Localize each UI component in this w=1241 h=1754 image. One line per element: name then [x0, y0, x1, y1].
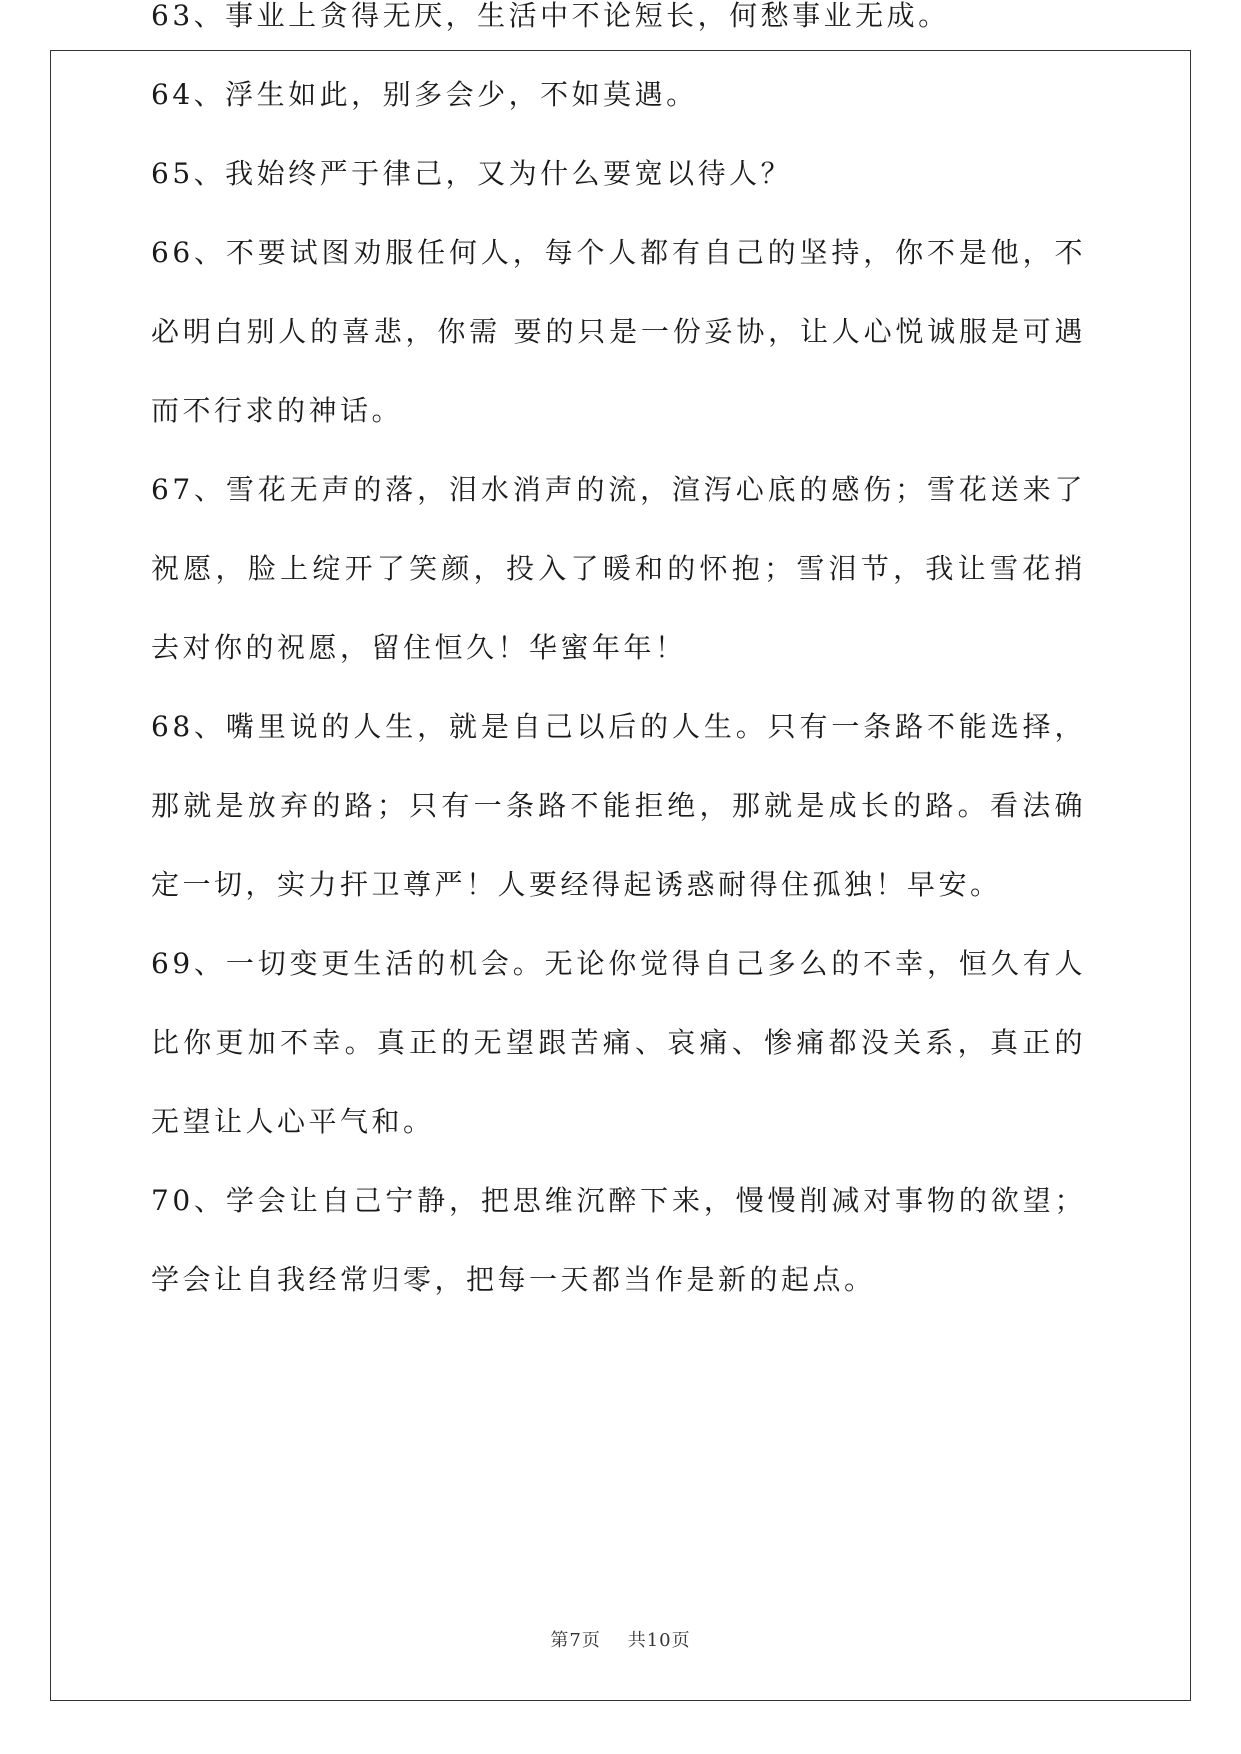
- document-body: [151, 0, 1086, 1319]
- paragraph-70: 70、学会让自己宁静，把思维沉醉下来，慢慢削减对事物的欲望；学会让自我经常归零，把每一天都当作是新的起点。: [151, 1184, 1086, 1296]
- page-footer: [0, 1626, 1241, 1652]
- paragraph-63: 63、事业上贪得无厌，生活中不论短长，何愁事业无成。: [151, 0, 950, 32]
- paragraph-68: 68、嘴里说的人生，就是自己以后的人生。只有一条路不能选择，那就是放弃的路；只有一条路不能拒绝，那就是成长的路。看法确定一切，实力扞卫尊严！人要经得起诱惑耐得住孤独！早安。: [151, 710, 1086, 901]
- paragraph-64: 64、浮生如此，别多会少，不如莫遇。: [151, 78, 698, 111]
- paragraph-66: 66、不要试图劝服任何人，每个人都有自己的坚持，你不是他，不必明白别人的喜悲，你需 要的只是一份妥协，让人心悦诚服是可遇而不行求的神话。: [151, 236, 1086, 427]
- paragraph-69: 69、一切变更生活的机会。无论你觉得自己多么的不幸，恒久有人比你更加不幸。真正的无望跟苦痛、哀痛、惨痛都没关系，真正的无望让人心平气和。: [151, 947, 1086, 1138]
- paragraph-65: 65、我始终严于律己，又为什么要宽以待人？: [151, 157, 793, 190]
- paragraph-67: 67、雪花无声的落，泪水消声的流，渲泻心底的感伤；雪花送来了祝愿，脸上绽开了笑颜，投入了暖和的怀抱；雪泪节，我让雪花捎去对你的祝愿，留住恒久！华蜜年年！: [151, 473, 1086, 664]
- page-number: 第7页: [550, 1630, 601, 1651]
- page-total: 共10页: [627, 1630, 691, 1651]
